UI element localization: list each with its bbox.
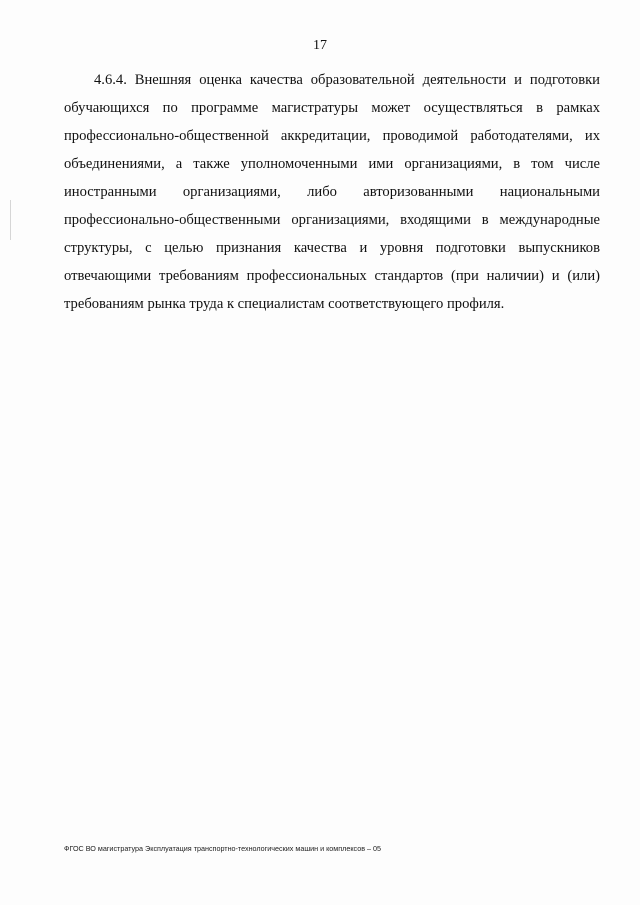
document-footer: ФГОС ВО магистратура Эксплуатация транспортно-технологических машин и комплексов – 05 [64, 844, 382, 853]
paragraph-4-6-4: 4.6.4. Внешняя оценка качества образовательной деятельности и подготовки обучающихся по программе магистратуры может осуществляться в рамках профессионально-общественной аккредитации, проводимой работодателями, их объединениями, а также уполномоченными ими организациями, в том числе иностранными организациями, либо авторизованными национальными профессионально-общественными организациями, входящими в международные структуры, с целью признания качества и уровня подготовки выпускников отвечающими требованиям профессиональных стандартов (при наличии) и (или) требованиям рынка труда к специалистам соответствующего профиля. [64, 72, 600, 312]
scan-edge-mark [10, 200, 11, 240]
page-number: 17 [313, 38, 327, 53]
